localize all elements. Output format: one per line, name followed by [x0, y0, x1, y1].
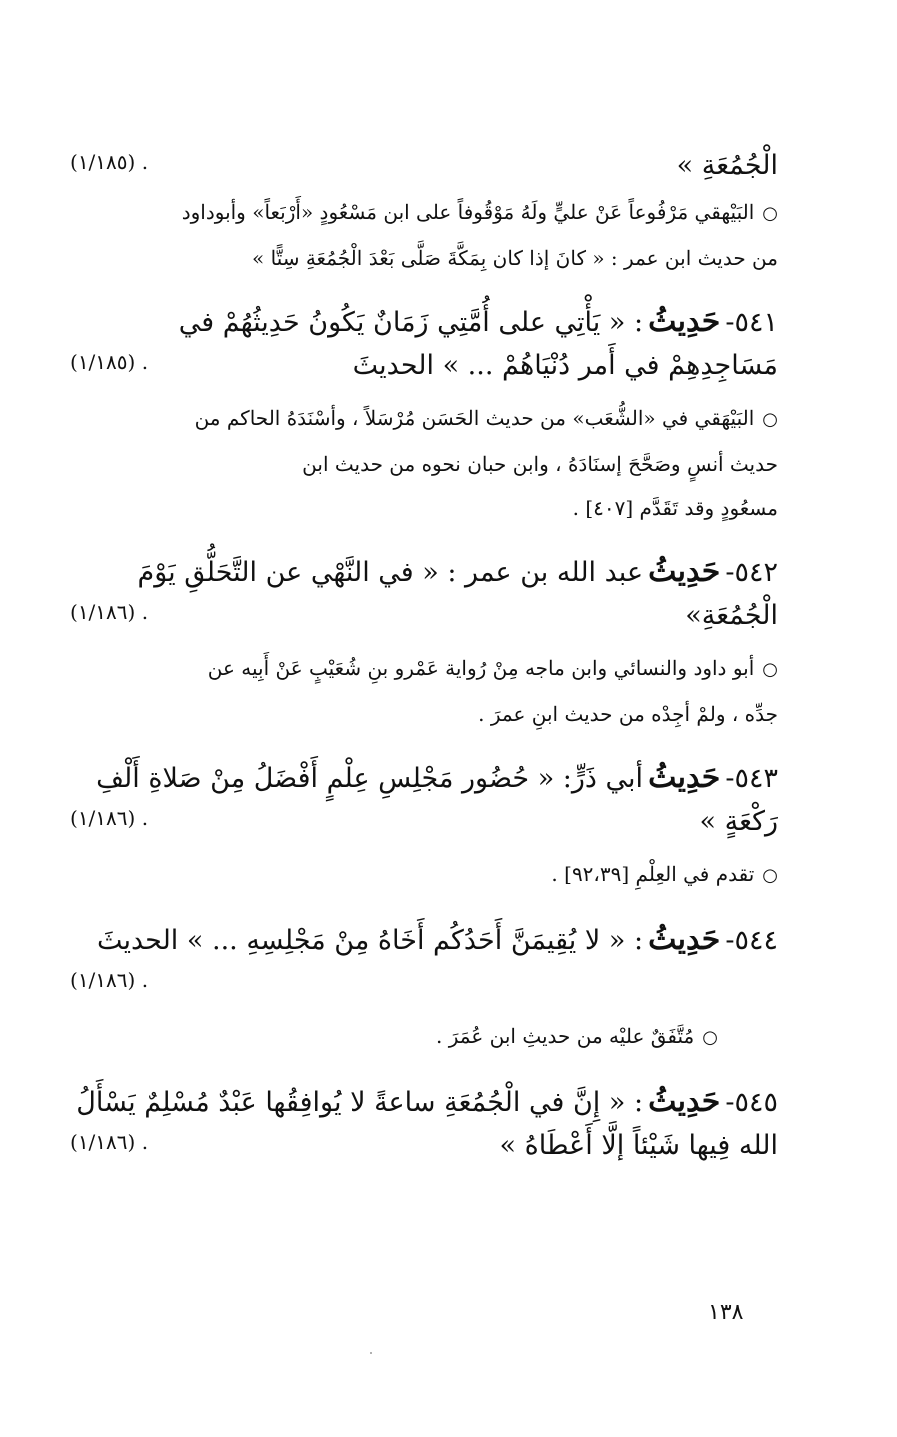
comment-line: جدِّه ، ولمْ أجِدْه من حديث ابنِ عمرَ .: [478, 702, 778, 726]
hadith-544-line2: [70, 968, 778, 1014]
reference: (١/١٨٥) .: [70, 350, 149, 374]
bullet-icon: ○: [702, 1027, 718, 1048]
comment-line: البَيْهَقي في «الشُّعَب» من حديث الحَسَن مُرْسَلاً ، وأسْنَدَهُ الحاكم من: [194, 406, 755, 430]
hadith-text: الْجُمُعَةِ»: [685, 600, 778, 631]
bullet-icon: ○: [762, 409, 778, 430]
speck: [370, 1352, 372, 1354]
text-line: [70, 150, 778, 190]
hadith-text: الله فِيها شَيْئاً إلَّا أَعْطَاهُ »: [499, 1130, 778, 1161]
comment-block: [70, 646, 778, 736]
hadith-number: ٥٤٤-: [725, 925, 778, 956]
comment-line: مسعُودٍ وقد تَقَدَّم [٤٠٧] .: [572, 496, 778, 520]
page-body: [70, 150, 778, 1176]
hadith-text: : « يَأْتِي على أُمَّتِي زَمَانٌ يَكُونُ حَدِيثُهُمْ في: [178, 307, 644, 338]
hadith-543-line2: [70, 806, 778, 852]
hadith-541-line1: [70, 304, 778, 350]
hadith-541-line2: [70, 350, 778, 396]
hadith-542-line2: [70, 600, 778, 646]
hadith-text: مَسَاجِدِهِمْ في أَمر دُنْيَاهُمْ ... » الحديثَ: [352, 350, 778, 381]
reference: (١/١٨٦) .: [70, 968, 149, 992]
comment-line: أبو داود والنسائي وابن ماجه مِنْ رُواية عَمْرو بنِ شُعَيْبٍ عَنْ أَبِيه عن: [207, 656, 755, 680]
comment-line: البَيْهقي مَرْفُوعاً عَنْ عليٍّ ولَهُ مَوْقُوفاً على ابن مَسْعُودٍ «أَرْبَعاً» وأبوداود: [181, 200, 755, 224]
comment-line: تقدم في العِلْمِ [٩٢،٣٩] .: [551, 862, 755, 886]
hadith-keyword: حَدِيثُ: [648, 760, 721, 795]
comment-block: [70, 1014, 778, 1060]
hadith-544-line1: [70, 922, 778, 968]
hadith-number: ٥٤٢-: [725, 557, 778, 588]
comment-block: [70, 852, 778, 898]
hadith-number: ٥٤١-: [725, 307, 778, 338]
hadith-545-line1: [70, 1084, 778, 1130]
comment-line: حديث أنسٍ وصَحَّحَ إسنَادَهُ ، وابن حبان نحوه من حديث ابن: [302, 452, 778, 476]
hadith-542-line1: [70, 554, 778, 600]
text: الْجُمُعَةِ »: [676, 150, 778, 181]
hadith-text: أبي ذَرٍّ: « حُضُور مَجْلِسِ عِلْمٍ أَفْضَلُ مِنْ صَلاةِ أَلْفِ: [96, 763, 644, 794]
comment-block: [70, 190, 778, 280]
page-number: ١٣٨: [708, 1300, 744, 1325]
comment-line: من حديث ابن عمر : « كانَ إذا كان بِمَكَّةَ صَلَّى بَعْدَ الْجُمُعَةِ سِتًّا »: [252, 246, 778, 270]
reference: (١/١٨٦) .: [70, 806, 149, 830]
hadith-keyword: حَدِيثُ: [648, 922, 721, 957]
hadith-keyword: حَدِيثُ: [648, 1084, 721, 1119]
reference: (١/١٨٦) .: [70, 600, 149, 624]
hadith-text: : « إِنَّ في الْجُمُعَةِ ساعةً لا يُوافِقُها عَبْدٌ مُسْلِمٌ يَسْأَلُ: [76, 1087, 644, 1118]
hadith-keyword: حَدِيثُ: [648, 304, 721, 339]
bullet-icon: ○: [762, 865, 778, 886]
bullet-icon: ○: [762, 203, 778, 224]
reference: (١/١٨٦) .: [70, 1130, 149, 1154]
hadith-543-line1: [70, 760, 778, 806]
hadith-text: : « لا يُقِيمَنَّ أَحَدُكُم أَخَاهُ مِنْ مَجْلِسِهِ ... » الحديثَ: [96, 925, 644, 956]
hadith-keyword: حَدِيثُ: [648, 554, 721, 589]
hadith-text: عبد الله بن عمر : « في النَّهْي عن التَّحَلُّقِ يَوْمَ: [137, 557, 644, 588]
comment-block: [70, 396, 778, 530]
bullet-icon: ○: [762, 659, 778, 680]
comment-line: مُتَّفَقٌ عليْه من حديثِ ابن عُمَرَ .: [436, 1024, 695, 1048]
hadith-number: ٥٤٣-: [725, 763, 778, 794]
hadith-545-line2: [70, 1130, 778, 1176]
reference: (١/١٨٥) .: [70, 150, 149, 174]
hadith-text: رَكْعَةٍ »: [699, 806, 778, 837]
hadith-number: ٥٤٥-: [725, 1087, 778, 1118]
